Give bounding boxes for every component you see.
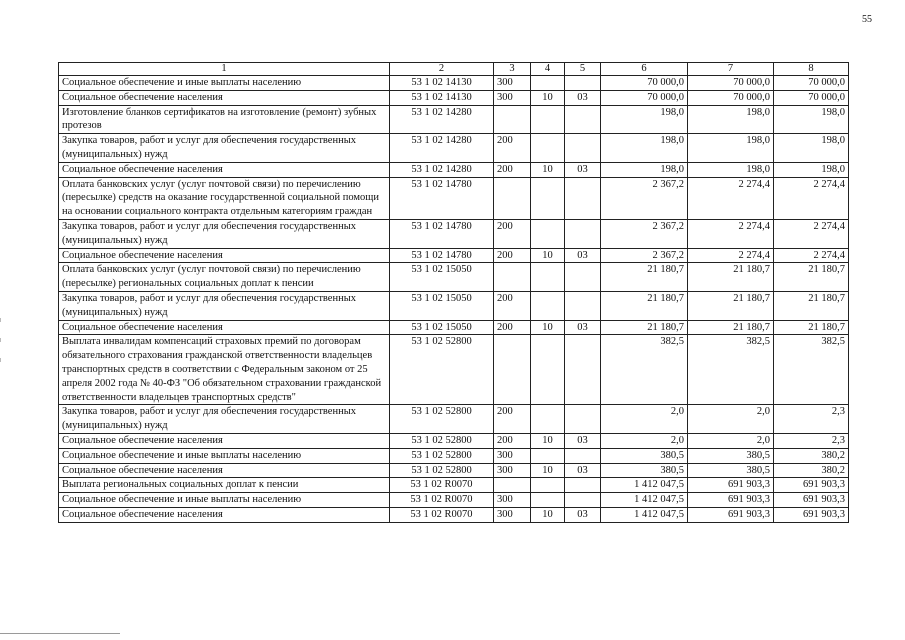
cell-amount-year1: 198,0 [601, 105, 688, 134]
cell-target-code: 53 1 02 14130 [390, 90, 494, 105]
cell-expense-type: 300 [494, 448, 531, 463]
cell-amount-year2: 691 903,3 [688, 507, 774, 522]
cell-subsection [565, 177, 601, 219]
cell-name: Социальное обеспечение населения [59, 162, 390, 177]
cell-target-code: 53 1 02 14280 [390, 105, 494, 134]
header-cell-name: 1 [59, 63, 390, 76]
cell-amount-year2: 691 903,3 [688, 493, 774, 508]
cell-amount-year3: 691 903,3 [774, 478, 849, 493]
cell-amount-year3: 691 903,3 [774, 507, 849, 522]
cell-section: 10 [531, 433, 565, 448]
cell-target-code: 53 1 02 52800 [390, 335, 494, 405]
cell-amount-year1: 198,0 [601, 162, 688, 177]
cell-target-code: 53 1 02 15050 [390, 291, 494, 320]
cell-target-code: 53 1 02 R0070 [390, 493, 494, 508]
table-row [59, 448, 849, 463]
cell-amount-year2: 2,0 [688, 433, 774, 448]
cell-section [531, 105, 565, 134]
cell-target-code: 53 1 02 52800 [390, 433, 494, 448]
cell-section: 10 [531, 463, 565, 478]
header-cell-year3: 8 [774, 63, 849, 76]
cell-name: Социальное обеспечение и иные выплаты населению [59, 448, 390, 463]
cell-name: Социальное обеспечение и иные выплаты населению [59, 493, 390, 508]
cell-amount-year3: 2 274,4 [774, 219, 849, 248]
cell-amount-year3: 2,3 [774, 405, 849, 434]
cell-subsection: 03 [565, 433, 601, 448]
cell-amount-year3: 2,3 [774, 433, 849, 448]
header-cell-pr: 5 [565, 63, 601, 76]
cell-subsection: 03 [565, 463, 601, 478]
cell-amount-year2: 198,0 [688, 162, 774, 177]
cell-target-code: 53 1 02 14780 [390, 248, 494, 263]
table-row [59, 320, 849, 335]
cell-subsection [565, 105, 601, 134]
cell-subsection: 03 [565, 162, 601, 177]
cell-amount-year3: 21 180,7 [774, 320, 849, 335]
cell-section [531, 448, 565, 463]
cell-amount-year2: 70 000,0 [688, 76, 774, 91]
cell-section: 10 [531, 320, 565, 335]
cell-section [531, 219, 565, 248]
table-row [59, 248, 849, 263]
cell-subsection: 03 [565, 507, 601, 522]
cell-target-code: 53 1 02 15050 [390, 320, 494, 335]
cell-name: Социальное обеспечение и иные выплаты населению [59, 76, 390, 91]
cell-amount-year2: 691 903,3 [688, 478, 774, 493]
cell-target-code: 53 1 02 14280 [390, 134, 494, 163]
cell-amount-year3: 21 180,7 [774, 263, 849, 292]
cell-amount-year1: 198,0 [601, 134, 688, 163]
cell-subsection [565, 219, 601, 248]
cell-expense-type [494, 105, 531, 134]
cell-expense-type: 300 [494, 507, 531, 522]
table-row [59, 90, 849, 105]
cell-amount-year1: 1 412 047,5 [601, 507, 688, 522]
cell-amount-year2: 2 274,4 [688, 177, 774, 219]
cell-subsection [565, 478, 601, 493]
cell-subsection [565, 291, 601, 320]
cell-expense-type: 200 [494, 162, 531, 177]
cell-amount-year3: 382,5 [774, 335, 849, 405]
budget-table [58, 62, 849, 523]
cell-amount-year1: 2 367,2 [601, 219, 688, 248]
cell-section: 10 [531, 507, 565, 522]
cell-target-code: 53 1 02 52800 [390, 463, 494, 478]
cell-amount-year2: 21 180,7 [688, 291, 774, 320]
table-header-row [59, 63, 849, 76]
cell-section [531, 478, 565, 493]
table-row [59, 134, 849, 163]
cell-section [531, 263, 565, 292]
cell-section: 10 [531, 248, 565, 263]
cell-amount-year3: 70 000,0 [774, 76, 849, 91]
cell-name: Оплата банковских услуг (услуг почтовой связи) по перечислению (пересылке) региональных социальных доплат к пенсии [59, 263, 390, 292]
cell-amount-year1: 21 180,7 [601, 291, 688, 320]
table-row [59, 291, 849, 320]
cell-amount-year2: 2 274,4 [688, 219, 774, 248]
cell-target-code: 53 1 02 14130 [390, 76, 494, 91]
cell-target-code: 53 1 02 14280 [390, 162, 494, 177]
cell-subsection [565, 263, 601, 292]
cell-amount-year3: 380,2 [774, 463, 849, 478]
cell-name: Социальное обеспечение населения [59, 433, 390, 448]
table-body [59, 76, 849, 523]
cell-expense-type [494, 177, 531, 219]
cell-subsection [565, 335, 601, 405]
cell-name: Изготовление бланков сертификатов на изготовление (ремонт) зубных протезов [59, 105, 390, 134]
scan-bottom-line [0, 633, 120, 634]
cell-name: Выплата инвалидам компенсаций страховых премий по договорам обязательного страхования гражданской ответственности владельцев транспортных средств в соответствии с Федеральным законом от 25 апреля 2002 года № 40-ФЗ "Об обязательном страховании гражданской ответственности владельцев транспортных средств" [59, 335, 390, 405]
cell-amount-year2: 70 000,0 [688, 90, 774, 105]
cell-expense-type: 200 [494, 248, 531, 263]
header-cell-year2: 7 [688, 63, 774, 76]
cell-amount-year1: 70 000,0 [601, 76, 688, 91]
cell-amount-year2: 21 180,7 [688, 263, 774, 292]
cell-expense-type: 200 [494, 219, 531, 248]
cell-amount-year1: 380,5 [601, 463, 688, 478]
cell-section [531, 335, 565, 405]
cell-expense-type: 200 [494, 134, 531, 163]
cell-amount-year1: 1 412 047,5 [601, 493, 688, 508]
cell-target-code: 53 1 02 15050 [390, 263, 494, 292]
cell-name: Выплата региональных социальных доплат к пенсии [59, 478, 390, 493]
cell-name: Социальное обеспечение населения [59, 320, 390, 335]
cell-amount-year3: 198,0 [774, 134, 849, 163]
cell-amount-year3: 380,2 [774, 448, 849, 463]
cell-amount-year1: 380,5 [601, 448, 688, 463]
cell-amount-year2: 21 180,7 [688, 320, 774, 335]
cell-amount-year2: 380,5 [688, 463, 774, 478]
table-row [59, 507, 849, 522]
table-row [59, 433, 849, 448]
cell-amount-year1: 21 180,7 [601, 263, 688, 292]
cell-section [531, 405, 565, 434]
table-row [59, 478, 849, 493]
cell-subsection: 03 [565, 248, 601, 263]
cell-name: Социальное обеспечение населения [59, 463, 390, 478]
cell-amount-year1: 2,0 [601, 433, 688, 448]
cell-subsection: 03 [565, 320, 601, 335]
table-row [59, 405, 849, 434]
cell-name: Социальное обеспечение населения [59, 90, 390, 105]
page-number: 55 [862, 14, 872, 25]
cell-expense-type: 300 [494, 76, 531, 91]
table-row [59, 105, 849, 134]
cell-amount-year1: 1 412 047,5 [601, 478, 688, 493]
cell-name: Закупка товаров, работ и услуг для обеспечения государственных (муниципальных) нужд [59, 291, 390, 320]
cell-amount-year1: 70 000,0 [601, 90, 688, 105]
cell-expense-type: 200 [494, 405, 531, 434]
table-row [59, 219, 849, 248]
cell-subsection [565, 405, 601, 434]
cell-section [531, 493, 565, 508]
cell-amount-year2: 198,0 [688, 134, 774, 163]
cell-subsection: 03 [565, 90, 601, 105]
cell-amount-year3: 691 903,3 [774, 493, 849, 508]
cell-expense-type: 300 [494, 493, 531, 508]
cell-amount-year3: 2 274,4 [774, 248, 849, 263]
cell-amount-year2: 198,0 [688, 105, 774, 134]
table-row [59, 76, 849, 91]
table-row [59, 162, 849, 177]
cell-expense-type [494, 335, 531, 405]
cell-amount-year3: 70 000,0 [774, 90, 849, 105]
cell-target-code: 53 1 02 52800 [390, 448, 494, 463]
cell-amount-year3: 21 180,7 [774, 291, 849, 320]
cell-amount-year3: 2 274,4 [774, 177, 849, 219]
header-cell-code: 2 [390, 63, 494, 76]
cell-name: Закупка товаров, работ и услуг для обеспечения государственных (муниципальных) нужд [59, 219, 390, 248]
cell-section [531, 291, 565, 320]
cell-amount-year1: 21 180,7 [601, 320, 688, 335]
cell-amount-year2: 382,5 [688, 335, 774, 405]
table-row [59, 335, 849, 405]
cell-subsection [565, 134, 601, 163]
cell-section: 10 [531, 162, 565, 177]
cell-target-code: 53 1 02 R0070 [390, 478, 494, 493]
cell-amount-year2: 2,0 [688, 405, 774, 434]
cell-target-code: 53 1 02 52800 [390, 405, 494, 434]
cell-amount-year1: 2 367,2 [601, 177, 688, 219]
table-row [59, 177, 849, 219]
table-row [59, 463, 849, 478]
header-cell-vr: 3 [494, 63, 531, 76]
cell-name: Оплата банковских услуг (услуг почтовой связи) по перечислению (пересылке) средств на оказание государственной социальной помощи на основании социального контракта отдельным категориям граждан [59, 177, 390, 219]
cell-amount-year2: 2 274,4 [688, 248, 774, 263]
cell-expense-type: 200 [494, 291, 531, 320]
cell-section [531, 76, 565, 91]
cell-amount-year1: 2,0 [601, 405, 688, 434]
cell-amount-year2: 380,5 [688, 448, 774, 463]
cell-name: Социальное обеспечение населения [59, 248, 390, 263]
cell-amount-year3: 198,0 [774, 162, 849, 177]
scan-edge-mark [0, 338, 1, 342]
header-cell-rz: 4 [531, 63, 565, 76]
cell-section [531, 134, 565, 163]
table-row [59, 493, 849, 508]
cell-subsection [565, 448, 601, 463]
cell-subsection [565, 76, 601, 91]
cell-expense-type: 300 [494, 463, 531, 478]
cell-amount-year1: 2 367,2 [601, 248, 688, 263]
cell-target-code: 53 1 02 14780 [390, 219, 494, 248]
cell-name: Социальное обеспечение населения [59, 507, 390, 522]
header-cell-year1: 6 [601, 63, 688, 76]
cell-subsection [565, 493, 601, 508]
cell-name: Закупка товаров, работ и услуг для обеспечения государственных (муниципальных) нужд [59, 134, 390, 163]
cell-amount-year3: 198,0 [774, 105, 849, 134]
cell-target-code: 53 1 02 R0070 [390, 507, 494, 522]
cell-target-code: 53 1 02 14780 [390, 177, 494, 219]
cell-expense-type [494, 263, 531, 292]
cell-amount-year1: 382,5 [601, 335, 688, 405]
cell-section [531, 177, 565, 219]
cell-expense-type: 200 [494, 433, 531, 448]
cell-name: Закупка товаров, работ и услуг для обеспечения государственных (муниципальных) нужд [59, 405, 390, 434]
table-row [59, 263, 849, 292]
cell-section: 10 [531, 90, 565, 105]
scan-edge-mark [0, 318, 1, 322]
cell-expense-type: 300 [494, 90, 531, 105]
scan-edge-mark [0, 358, 1, 362]
cell-expense-type: 200 [494, 320, 531, 335]
cell-expense-type [494, 478, 531, 493]
